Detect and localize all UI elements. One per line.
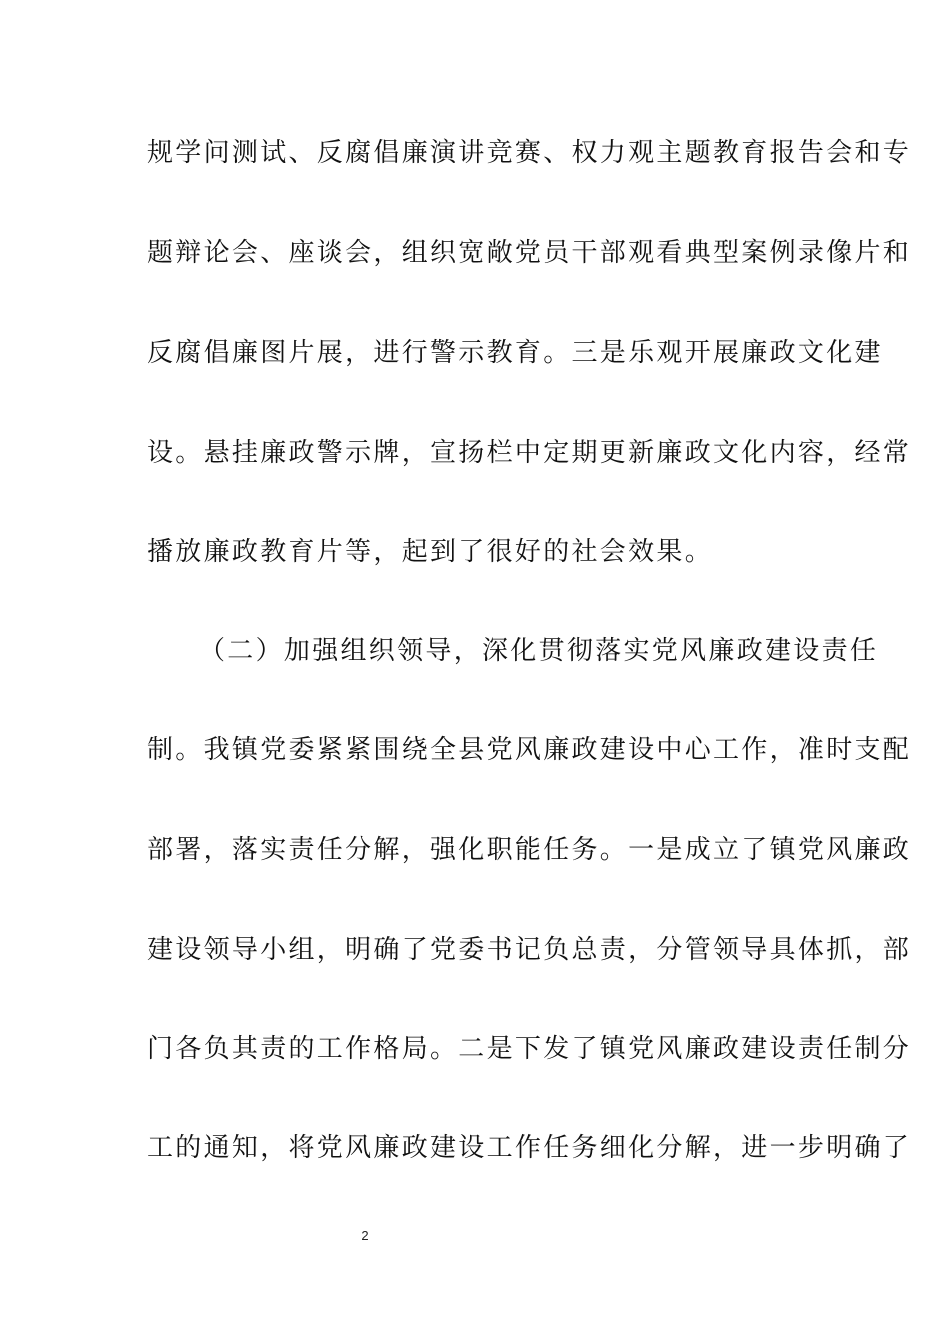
text-line: 设。悬挂廉政警示牌，宣扬栏中定期更新廉政文化内容，经常 bbox=[147, 438, 912, 468]
text-line: 反腐倡廉图片展，进行警示教育。三是乐观开展廉政文化建 bbox=[147, 338, 883, 368]
text-line: 建设领导小组，明确了党委书记负总责，分管领导具体抓，部 bbox=[147, 935, 912, 965]
text-line: 规学问测试、反腐倡廉演讲竞赛、权力观主题教育报告会和专 bbox=[147, 138, 912, 168]
text-line: 题辩论会、座谈会，组织宽敞党员干部观看典型案例录像片和 bbox=[147, 238, 912, 268]
text-line: 部署，落实责任分解，强化职能任务。一是成立了镇党风廉政 bbox=[147, 835, 912, 865]
text-line: 制。我镇党委紧紧围绕全县党风廉政建设中心工作，准时支配 bbox=[147, 735, 912, 765]
text-line: 播放廉政教育片等，起到了很好的社会效果。 bbox=[147, 537, 714, 567]
page-number: 2 bbox=[361, 1228, 369, 1243]
text-line: 工的通知，将党风廉政建设工作任务细化分解，进一步明确了 bbox=[147, 1133, 912, 1163]
text-line: 门各负其责的工作格局。二是下发了镇党风廉政建设责任制分 bbox=[147, 1034, 912, 1064]
section-heading-line: （二）加强组织领导，深化贯彻落实党风廉政建设责任 bbox=[199, 636, 879, 666]
